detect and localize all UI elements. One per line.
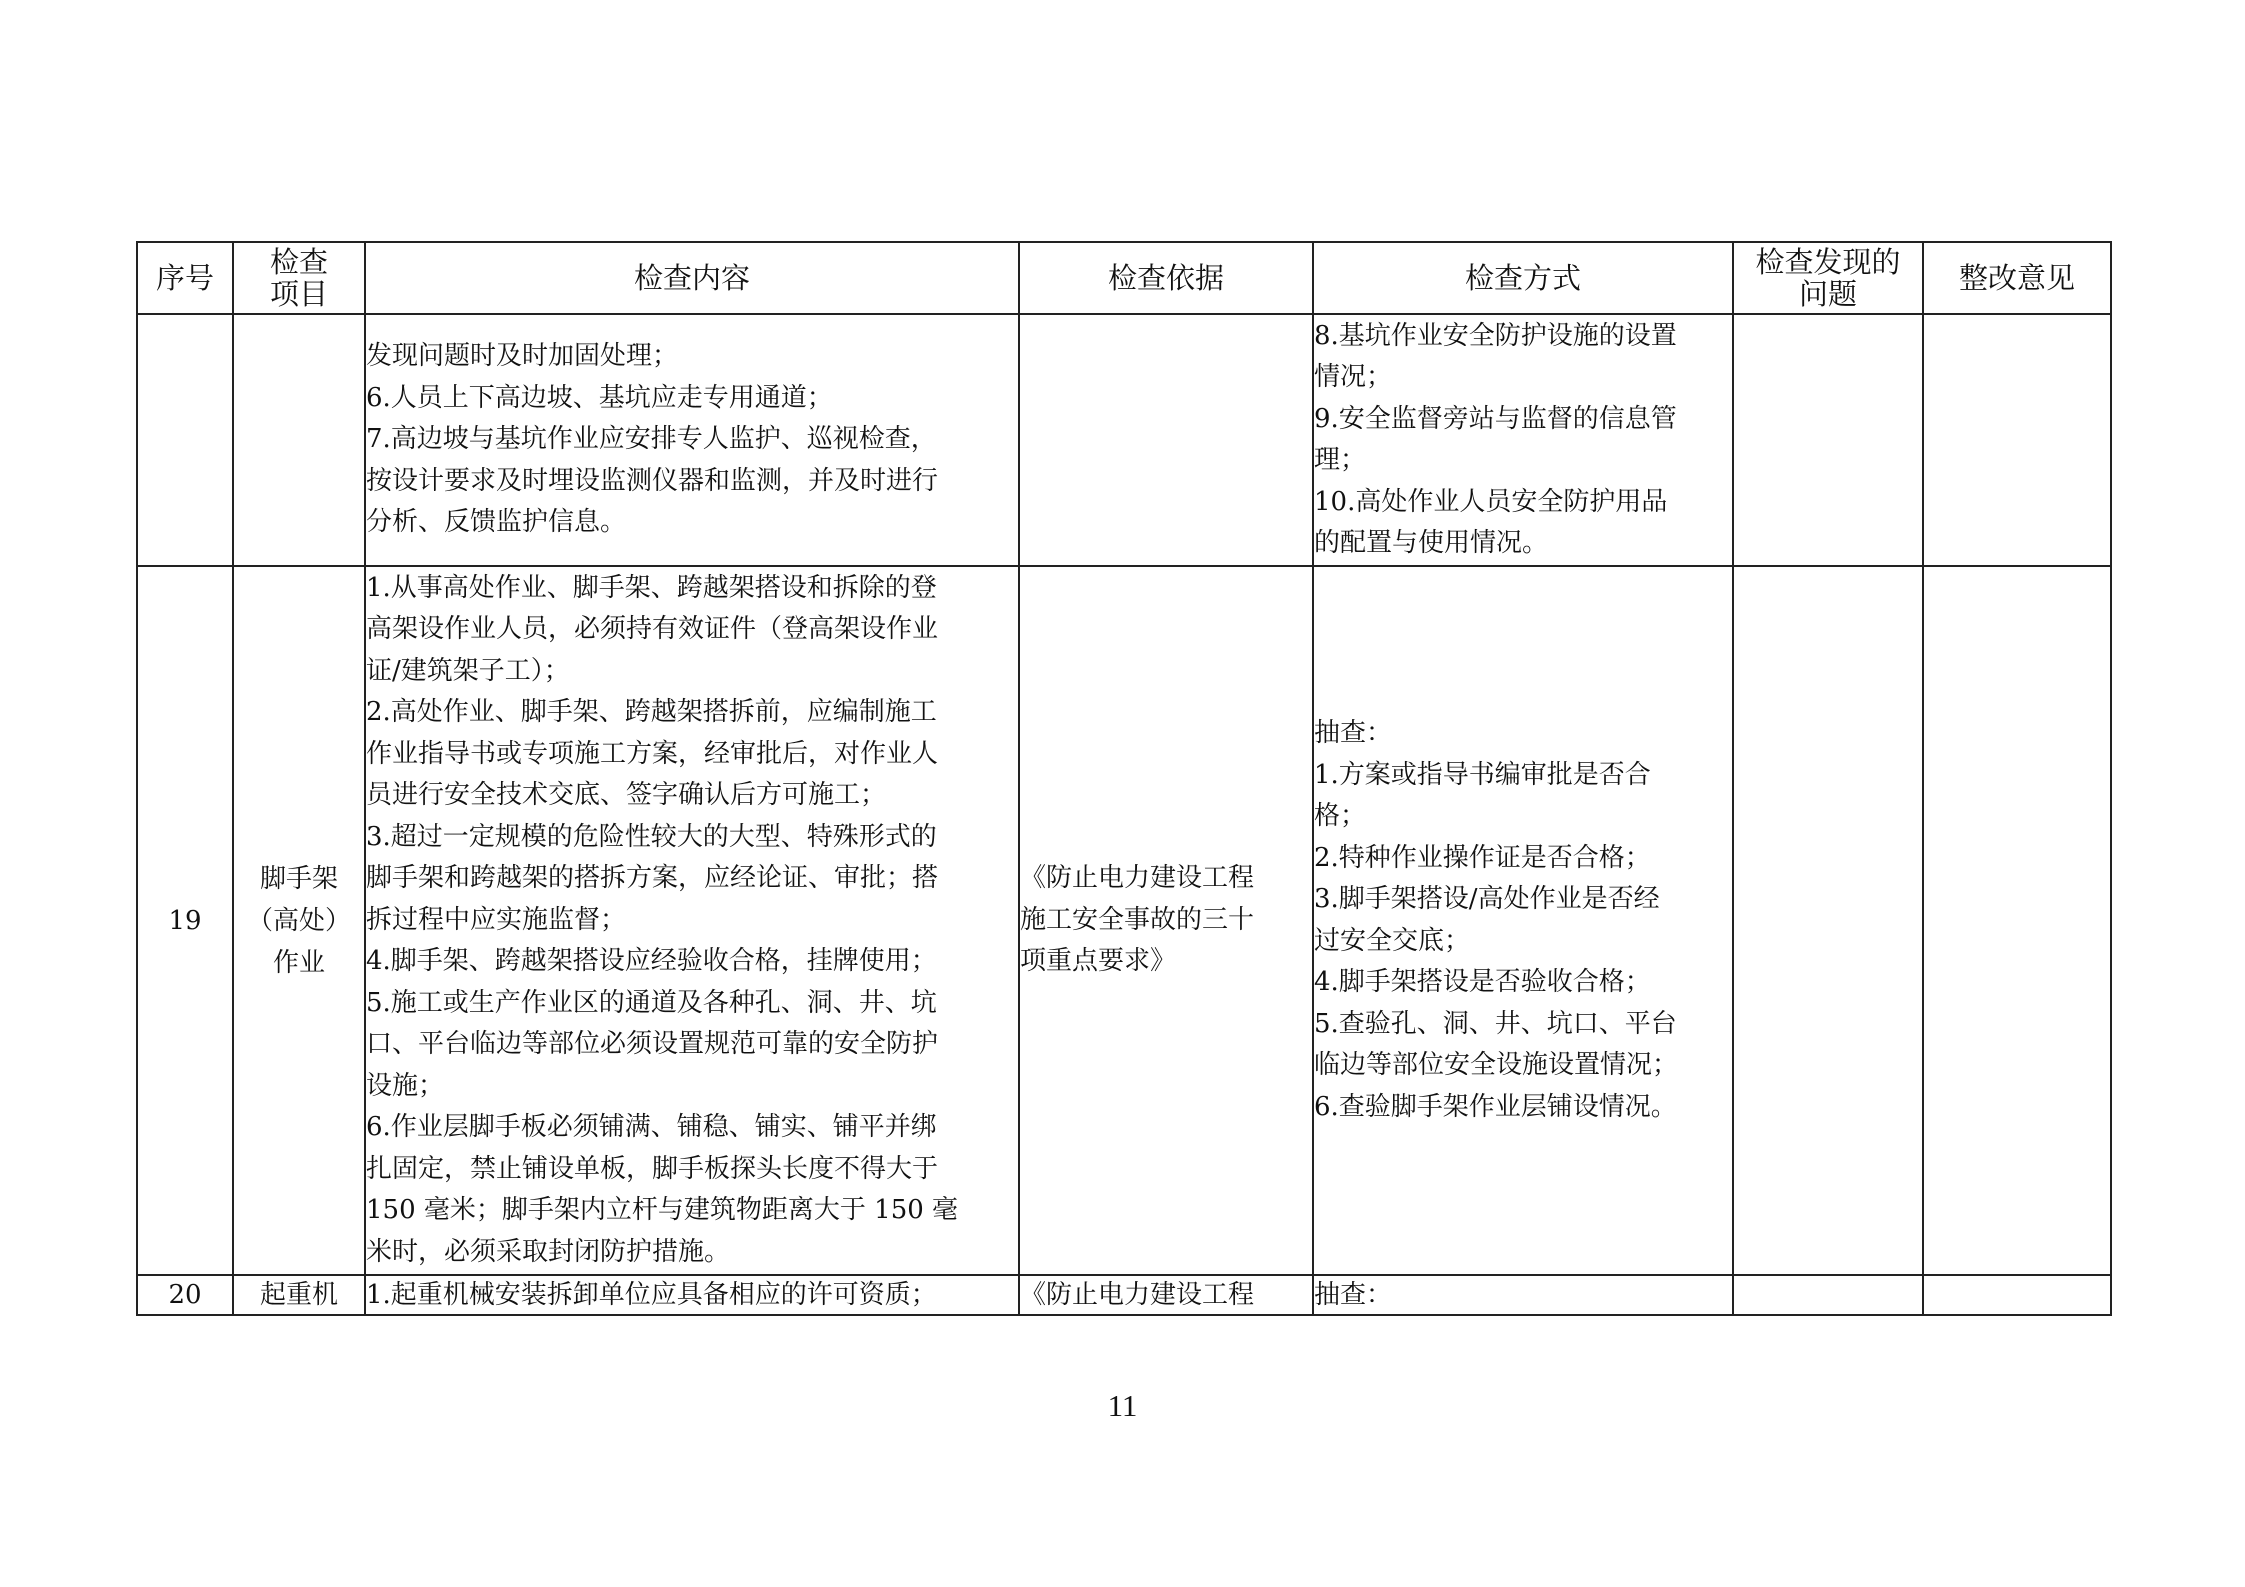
header-issues-line2: 问题 [1798,277,1857,311]
method-line: 6.查验脚手架作业层铺设情况。 [1314,1091,1677,1122]
row20-issues [1733,1275,1923,1315]
method-line: 理； [1314,445,1367,475]
row20-content [365,1275,1019,1315]
content-line: 5.施工或生产作业区的通道及各种孔、洞、井、坑 [366,987,937,1018]
row20-rectify [1923,1275,2111,1315]
cont-item-cell [233,314,365,566]
header-seq: 序号 [137,242,233,314]
method-line: 2.特种作业操作证是否合格； [1314,842,1651,873]
method-line: 情况； [1314,362,1393,392]
content-line: 6.作业层脚手板必须铺满、铺稳、铺实、铺平并绑 [366,1112,937,1143]
content-line: 米时，必须采取封闭防护措施。 [366,1236,731,1267]
method-line: 3.脚手架搭设/高处作业是否经 [1314,884,1660,914]
content-line: 作业指导书或专项施工方案，经审批后，对作业人 [366,738,939,769]
row19-rectify [1923,566,2111,1275]
content-line: 7.高边坡与基坑作业应安排专人监护、巡视检查， [366,424,937,455]
method-line: 4.脚手架搭设是否验收合格； [1314,967,1651,997]
cont-basis-cell [1019,314,1313,566]
method-line: 8.基坑作业安全防护设施的设置 [1314,320,1677,351]
content-line: 设施； [366,1070,445,1101]
method-line: 9.安全监督旁站与监督的信息管 [1314,403,1677,434]
row19-basis [1019,566,1313,1275]
item-line: （高处） [246,905,351,936]
basis-line: 《防止电力建设工程 [1020,1280,1255,1310]
inspection-table [136,241,2112,1316]
row19-item [233,566,365,1275]
method-line: 10.高处作业人员安全防护用品 [1314,486,1668,517]
cont-content-cell [365,314,1019,566]
content-line: 150 毫米；脚手架内立杆与建筑物距离大于 150 毫 [366,1195,959,1226]
method-line: 格； [1314,801,1367,831]
header-issues [1733,242,1923,314]
method-line: 5.查验孔、洞、井、坑口、平台 [1314,1008,1677,1039]
basis-line: 施工安全事故的三十 [1020,904,1255,935]
content-line: 1.从事高处作业、脚手架、跨越架搭设和拆除的登 [366,572,937,603]
header-item [233,242,365,314]
page-number: 11 [1107,1388,1138,1423]
content-line: 4.脚手架、跨越架搭设应经验收合格，挂牌使用； [366,946,937,977]
row19-method [1313,566,1733,1275]
content-line: 分析、反馈监护信息。 [366,507,627,538]
content-line: 6.人员上下高边坡、基坑应走专用通道； [366,382,833,413]
row20-basis [1019,1275,1313,1315]
content-line: 脚手架和跨越架的搭拆方案，应经论证、审批；搭 [366,863,939,894]
method-line: 抽查： [1314,1280,1393,1310]
row20-seq: 20 [137,1275,233,1315]
header-row [137,242,2111,314]
content-line: 口、平台临边等部位必须设置规范可靠的安全防护 [366,1029,939,1060]
header-basis: 检查依据 [1019,242,1313,314]
header-content: 检查内容 [365,242,1019,314]
content-line: 3.超过一定规模的危险性较大的大型、特殊形式的 [366,821,937,852]
method-line: 抽查： [1314,718,1393,748]
content-line: 扎固定，禁止铺设单板，脚手板探头长度不得大于 [366,1153,939,1184]
method-line: 临边等部位安全设施设置情况； [1314,1050,1679,1080]
method-line: 过安全交底； [1314,925,1471,956]
cont-method-cell [1313,314,1733,566]
content-line: 1.起重机械安装拆卸单位应具备相应的许可资质； [366,1280,937,1310]
content-line: 拆过程中应实施监督； [366,904,627,935]
header-rectify: 整改意见 [1923,242,2111,314]
row19-content [365,566,1019,1275]
basis-line: 项重点要求》 [1020,946,1177,977]
row19-seq: 19 [137,566,233,1275]
row20-method [1313,1275,1733,1315]
content-line: 按设计要求及时埋设监测仪器和监测，并及时进行 [366,465,939,496]
table-row-20 [137,1275,2111,1315]
content-line: 2.高处作业、脚手架、跨越架搭拆前，应编制施工 [366,697,937,728]
content-line: 发现问题时及时加固处理； [366,341,679,372]
cont-issues-cell [1733,314,1923,566]
table-row-continuation [137,314,2111,566]
content-line: 证/建筑架子工）； [366,655,570,686]
basis-line: 《防止电力建设工程 [1020,863,1255,894]
row19-issues [1733,566,1923,1275]
table-row-19 [137,566,2111,1275]
method-line: 的配置与使用情况。 [1314,528,1549,558]
method-line: 1.方案或指导书编审批是否合 [1314,759,1651,790]
cont-seq-cell [137,314,233,566]
header-item-line1: 检查 [269,245,328,279]
content-line: 员进行安全技术交底、签字确认后方可施工； [366,780,887,811]
cont-rectify-cell [1923,314,2111,566]
item-line: 作业 [272,947,325,978]
header-method: 检查方式 [1313,242,1733,314]
row20-item: 起重机 [233,1275,365,1315]
header-item-line2: 项目 [269,277,328,311]
header-issues-line1: 检查发现的 [1755,245,1901,279]
content-line: 高架设作业人员，必须持有效证件（登高架设作业 [366,614,939,645]
item-line: 脚手架 [259,863,338,894]
